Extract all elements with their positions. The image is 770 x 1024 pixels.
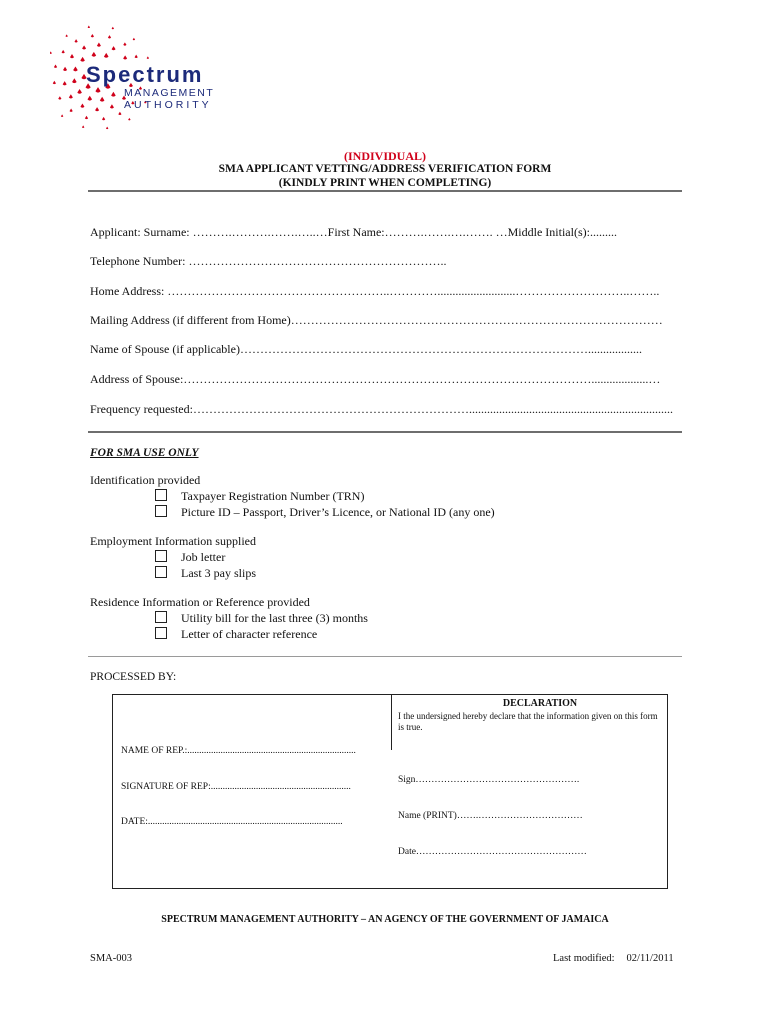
utility-bill-option[interactable]: [155, 611, 368, 626]
declaration-divider: [391, 695, 392, 750]
character-reference-option[interactable]: [155, 627, 317, 642]
trn-checkbox[interactable]: [155, 489, 167, 501]
character-reference-checkbox[interactable]: [155, 627, 167, 639]
mailing-address-field[interactable]: Mailing Address (if different from Home)…………………………………………………………………………………: [90, 313, 663, 327]
last-modified-label: Last modified:: [553, 953, 615, 964]
telephone-field[interactable]: Telephone Number: ………………………………………………………..: [90, 254, 447, 268]
date-field[interactable]: Date………………………………………………: [398, 847, 587, 857]
picture-id-option[interactable]: [155, 505, 495, 520]
sma-section-divider: [88, 431, 682, 433]
declaration-box: [112, 694, 668, 889]
picture-id-checkbox[interactable]: [155, 505, 167, 517]
rep-name-field[interactable]: NAME OF REP.:.......................................................................: [121, 746, 356, 756]
declaration-text: I the undersigned hereby declare that the information given on this form is true.: [398, 711, 658, 732]
job-letter-label: Job letter: [181, 550, 226, 564]
declaration-title: DECLARATION: [502, 698, 578, 709]
employment-group-title: Employment Information supplied: [90, 534, 256, 548]
logo-line-management: MANAGEMENT: [124, 87, 215, 99]
pay-slips-label: Last 3 pay slips: [181, 566, 256, 580]
agency-footer: SPECTRUM MANAGEMENT AUTHORITY – AN AGENCY OF THE GOVERNMENT OF JAMAICA: [161, 914, 609, 925]
header-divider: [88, 190, 682, 192]
processed-by-label: PROCESSED BY:: [90, 671, 177, 683]
name-print-field[interactable]: Name (PRINT)…….……………………………: [398, 811, 583, 821]
processed-divider: [88, 656, 682, 657]
applicant-name-field[interactable]: Applicant: Surname: ……….……….…….…..…First Name:……….…….….……. …Middle Initial(s):.........: [90, 225, 617, 239]
form-code: SMA-003: [90, 953, 133, 964]
pay-slips-checkbox[interactable]: [155, 566, 167, 578]
frequency-field[interactable]: Frequency requested:……………………………………………………………....................................................................: [90, 402, 673, 416]
sma-logo: [50, 24, 265, 144]
rep-signature-field[interactable]: SIGNATURE OF REP:...........................................................: [121, 782, 351, 792]
rep-date-field[interactable]: DATE:..................................................................................: [121, 817, 343, 827]
trn-label: Taxpayer Registration Number (TRN): [181, 489, 365, 503]
identification-group-title: Identification provided: [90, 473, 201, 487]
job-letter-option[interactable]: [155, 550, 225, 565]
picture-id-label: Picture ID – Passport, Driver’s Licence, or National ID (any one): [181, 505, 495, 519]
utility-bill-checkbox[interactable]: [155, 611, 167, 623]
form-category: (INDIVIDUAL): [343, 149, 426, 163]
sma-use-heading: FOR SMA USE ONLY: [90, 447, 199, 459]
pay-slips-option[interactable]: [155, 566, 256, 581]
home-address-field[interactable]: Home Address: ………………………………………………..…………..........................………………………..……..: [90, 284, 660, 298]
job-letter-checkbox[interactable]: [155, 550, 167, 562]
character-reference-label: Letter of character reference: [181, 627, 318, 641]
utility-bill-label: Utility bill for the last three (3) months: [181, 611, 368, 625]
spouse-name-field[interactable]: Name of Spouse (if applicable)……………………………………………………………………………..................: [90, 342, 642, 356]
last-modified: [553, 953, 674, 964]
last-modified-date: 02/11/2011: [626, 953, 674, 964]
spouse-address-field[interactable]: Address of Spouse:…………………………………………………………………………………………...................…: [90, 372, 661, 386]
trn-option[interactable]: [155, 489, 364, 504]
logo-line-authority: AUTHORITY: [124, 99, 212, 111]
form-subtitle: (KINDLY PRINT WHEN COMPLETING): [278, 177, 492, 189]
residence-group-title: Residence Information or Reference provided: [90, 595, 310, 609]
form-title: SMA APPLICANT VETTING/ADDRESS VERIFICATION FORM: [218, 163, 552, 175]
sign-field[interactable]: Sign…………………………………………….: [398, 775, 580, 785]
spectrum-starburst-icon: [50, 24, 265, 144]
logo-wordmark: Spectrum: [86, 62, 204, 87]
